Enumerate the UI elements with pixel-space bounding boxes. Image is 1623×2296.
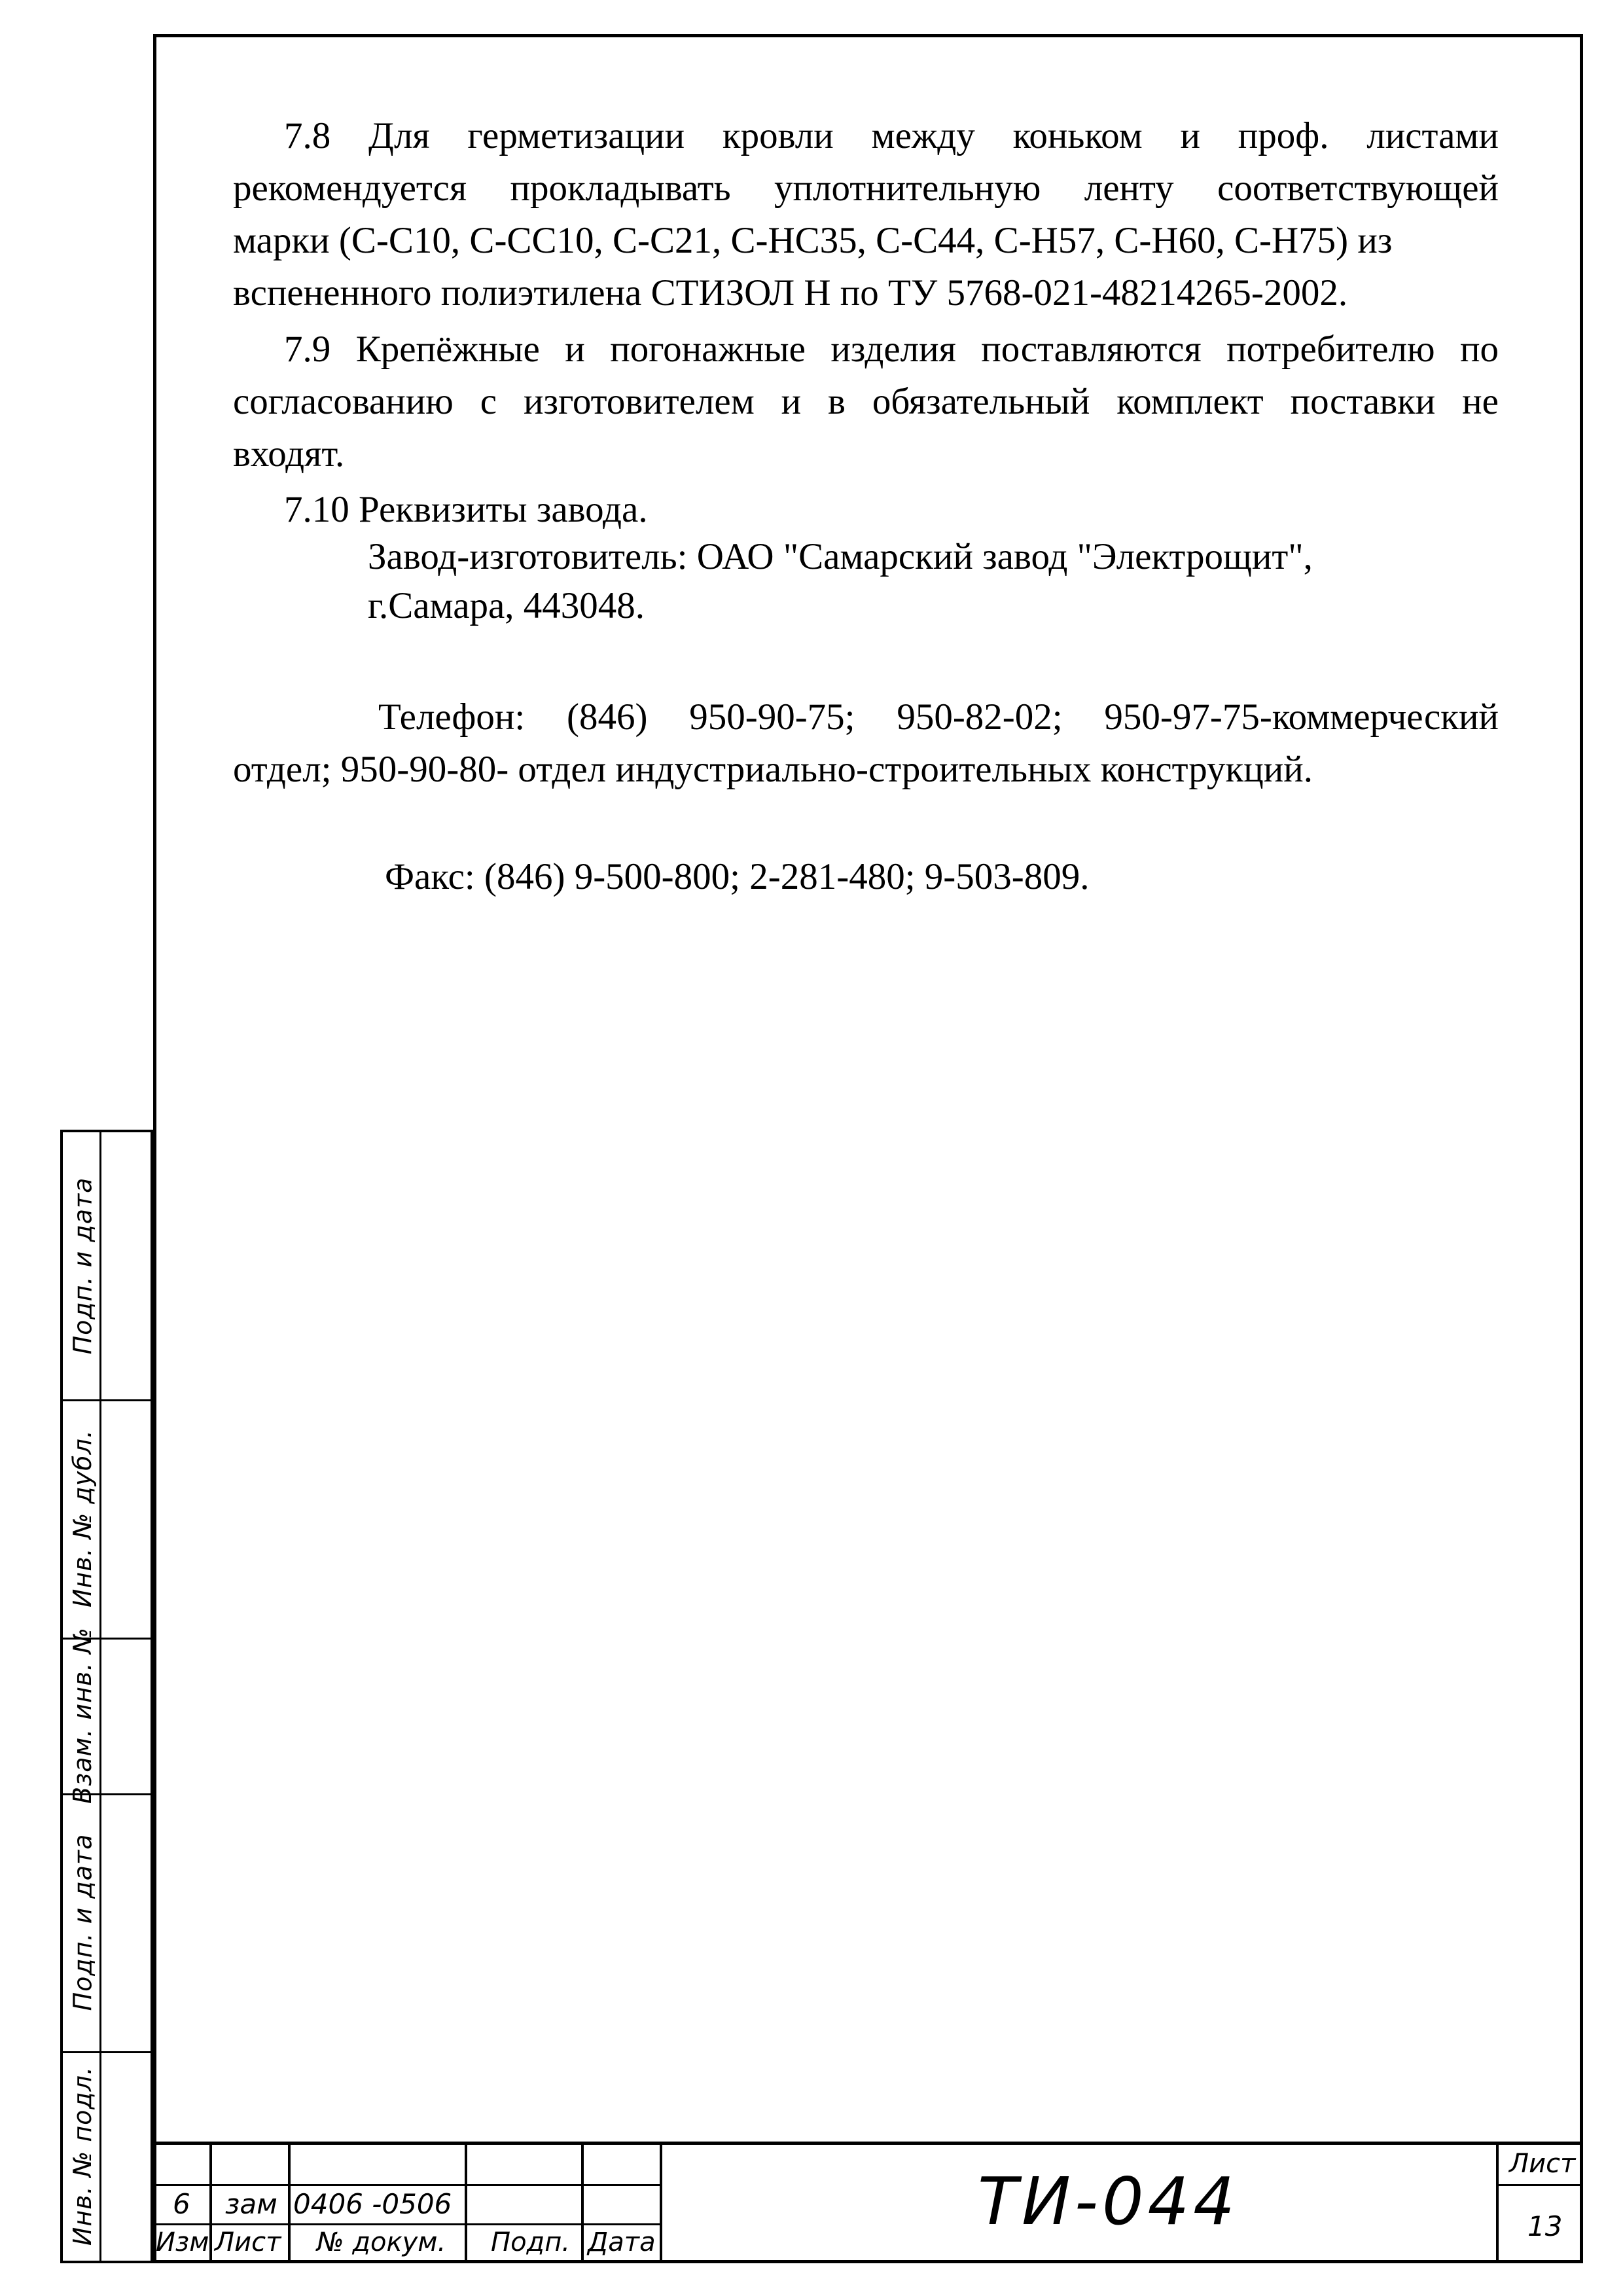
tb-vline [209, 2145, 212, 2263]
tb-header-podp: Подп. [491, 2227, 571, 2257]
phone-line-1: Телефон: (846) 950-90-75; 950-82-02; 950-97-75-коммерческий [378, 696, 1499, 738]
fax-line: Факс: (846) 9-500-800; 2-281-480; 9-503-809. [385, 856, 1090, 897]
strip-label-inv-podl: Инв. № подл. [68, 2066, 98, 2246]
strip-label-vzam-inv: Взам. инв. № [68, 1626, 98, 1804]
binding-strip [60, 1130, 153, 2263]
tb-docnum-value: 0406 -0506 [293, 2188, 452, 2220]
tb-header-list: Лист [215, 2227, 281, 2257]
tb-hline [153, 2223, 661, 2225]
p78-line-4: вспененного полиэтилена СТИЗОЛ Н по ТУ 5768-021-48214265-2002. [233, 272, 1348, 314]
paragraph-7-8 [233, 110, 1499, 319]
paragraph-7-9 [233, 323, 1499, 480]
tb-header-izm: Изм [156, 2227, 209, 2257]
tb-vline [660, 2145, 662, 2263]
p710-heading: 7.10 Реквизиты завода. [284, 489, 648, 530]
tb-list-value: зам [225, 2188, 277, 2220]
p78-line-1: 7.8 Для герметизации кровли между коньком и проф. листами [284, 115, 1499, 156]
tb-header-data: Дата [588, 2227, 656, 2257]
strip-label-inv-dubl: Инв. № дубл. [68, 1429, 97, 1607]
tb-izm-value: 6 [173, 2188, 190, 2220]
phone-block [233, 691, 1499, 796]
sheet-label: Лист [1509, 2149, 1576, 2179]
tb-vline [465, 2145, 467, 2263]
p710-city: г.Самара, 443048. [368, 585, 645, 626]
paragraph-7-10 [233, 486, 1499, 632]
p79-line-3: входят. [233, 433, 345, 475]
tb-vline [581, 2145, 584, 2263]
tb-hline [153, 2184, 661, 2186]
phone-line-2: отдел; 950-90-80- отдел индустриально-строительных конструкций. [233, 749, 1313, 790]
document-designation: ТИ-044 [978, 2163, 1239, 2240]
tb-vline [288, 2145, 291, 2263]
p710-manufacturer: Завод-изготовитель: ОАО "Самарский завод "Электрощит", [368, 536, 1313, 577]
tb-header-docnum: № докум. [317, 2227, 446, 2257]
tb-hline [1496, 2184, 1583, 2186]
strip-divider [99, 1132, 101, 2261]
strip-label-sign-date-1: Подп. и дата [68, 1177, 98, 1355]
p78-line-3: марки (С-С10, С-СС10, С-С21, С-НС35, С-С44, С-Н57, С-Н60, С-Н75) из [233, 220, 1393, 261]
title-block [153, 2142, 1583, 2263]
strip-label-sign-date-2: Подп. и дата [68, 1833, 98, 2011]
p78-line-2: рекомендуется прокладывать уплотнительную ленту соответствующей [233, 168, 1499, 209]
tb-vline [1496, 2145, 1499, 2263]
p79-line-1: 7.9 Крепёжные и погонажные изделия поставляются потребителю по [284, 329, 1499, 370]
p79-line-2: согласованию с изготовителем и в обязательный комплект поставки не [233, 381, 1499, 422]
fax-block [233, 851, 1499, 903]
sheet-number: 13 [1527, 2210, 1563, 2242]
